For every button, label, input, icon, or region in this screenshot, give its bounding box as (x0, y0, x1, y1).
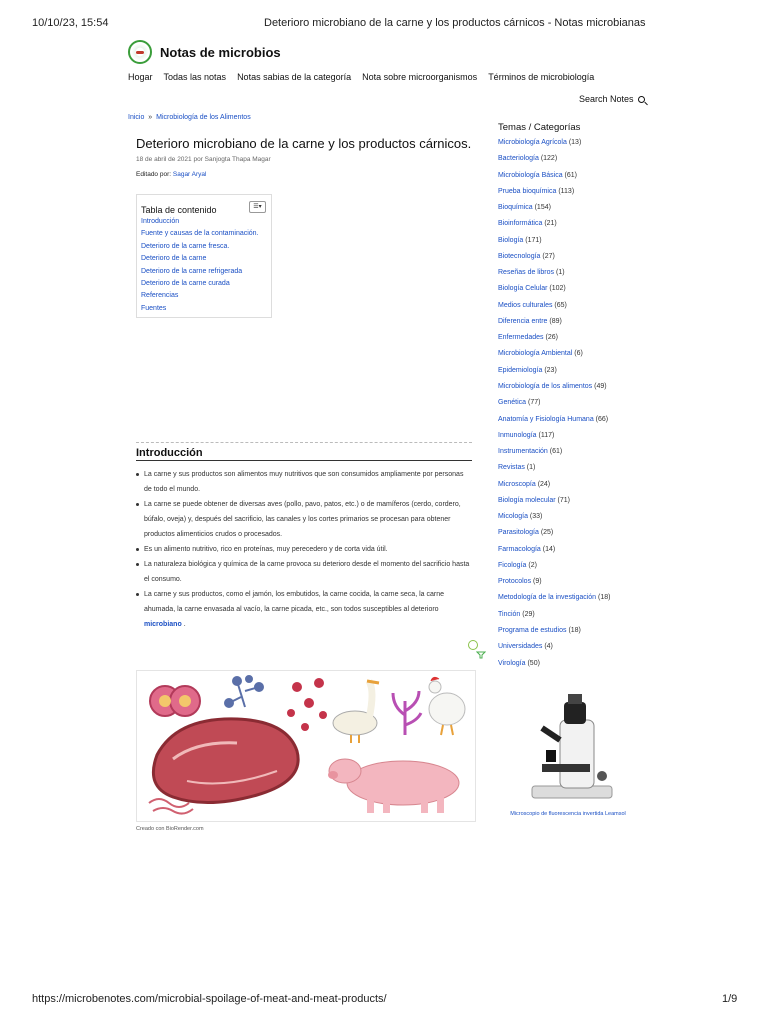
intro-bullet: La carne se puede obtener de diversas aves (pollo, pavo, patos, etc.) o de mamíferos (cerdo, cordero, búfalo, oveja) y, después del sacrificio, las canales y los cortes primarios se procesan para obtener productos alimenticios crudos o procesados. (136, 497, 472, 542)
category-item (498, 448, 610, 464)
category-count: (6) (574, 350, 583, 358)
category-link[interactable]: Microbiología Agrícola (498, 139, 567, 146)
category-link[interactable]: Genética (498, 399, 527, 407)
category-count: (89) (549, 317, 562, 325)
microbiano-link[interactable]: microbiano (144, 621, 182, 628)
category-item (498, 594, 610, 610)
edited-by (136, 171, 206, 178)
toc-item[interactable]: Fuentes (141, 304, 167, 312)
category-link[interactable]: Parasitología (498, 529, 539, 537)
category-link[interactable]: Biología Celular (498, 285, 548, 293)
category-link[interactable]: Inmunología (498, 431, 537, 439)
category-count: (102) (549, 285, 566, 293)
category-count: (61) (564, 171, 577, 179)
category-link[interactable]: Reseñas de libros (498, 269, 555, 277)
toc-item[interactable]: Introducción (141, 218, 180, 225)
category-item (498, 253, 610, 269)
category-count: (66) (595, 415, 609, 423)
category-link[interactable]: Farmacología (498, 545, 541, 553)
category-link[interactable]: Bioinformática (498, 220, 543, 228)
category-count: (4) (544, 643, 553, 651)
category-count: (25) (540, 529, 554, 537)
figure-credit: Creado con BioRender.com (136, 826, 204, 832)
search-icon (638, 96, 645, 103)
category-item (498, 318, 610, 334)
category-item (498, 546, 610, 562)
category-count: (61) (549, 448, 563, 456)
toc-item[interactable]: Fuente y causas de la contaminación. (141, 230, 259, 238)
category-link[interactable]: Universidades (498, 643, 543, 651)
category-link[interactable]: Biología molecular (498, 496, 556, 504)
sidebar-heading: Temas / Categorías (498, 122, 581, 133)
category-count: (154) (534, 204, 551, 212)
toc-item[interactable]: Deterioro de la carne (141, 255, 207, 263)
print-url: https://microbenotes.com/microbial-spoilage-of-meat-and-meat-products/ (32, 993, 387, 1005)
category-link[interactable]: Microbiología de los alimentos (498, 382, 593, 390)
edited-label: Editado por: (136, 171, 172, 178)
category-item (498, 220, 610, 236)
toc-title: Tabla de contenido (141, 205, 217, 215)
category-count: (71) (557, 496, 570, 504)
chicken-icon (429, 677, 465, 735)
category-item (498, 383, 610, 399)
category-item (498, 269, 610, 285)
ad-choices-icon[interactable] (468, 640, 478, 650)
microscope-ad-image[interactable] (502, 690, 634, 808)
category-link[interactable]: Tinción (498, 610, 521, 618)
category-link[interactable]: Enfermedades (498, 334, 544, 342)
category-count: (29) (522, 610, 535, 618)
category-count: (18) (598, 594, 611, 602)
category-link[interactable]: Instrumentación (498, 448, 548, 456)
site-header (128, 40, 648, 68)
category-item (498, 416, 610, 432)
category-count: (171) (525, 236, 542, 244)
category-item (498, 578, 610, 594)
intro-bullet: La naturaleza biológica y química de la carne provoca su deterioro desde el momento del sacrificio hasta el consumo. (136, 557, 472, 587)
breadcrumb-home[interactable]: Inicio (128, 114, 145, 121)
bacteria-icon (150, 686, 200, 716)
nav-item-category-notes[interactable]: Notas sabias de la categoría (237, 72, 352, 82)
toc-list (141, 218, 259, 317)
intro-bullet-text: La carne y sus productos, como el jamón, los embutidos, la carne cocida, la carne seca, la carne ahumada, la carne envasada al vacío, la carne picada, etc., son todos susceptibles al deterioro (144, 591, 444, 613)
fungi-icon (225, 676, 263, 707)
category-link[interactable]: Microscopía (498, 480, 536, 488)
algae-icon (393, 691, 421, 735)
category-link[interactable]: Protocolos (498, 578, 532, 586)
microscope-icon (502, 690, 634, 808)
category-item (498, 139, 610, 155)
category-item (498, 367, 610, 383)
pig-icon (328, 759, 459, 813)
category-link[interactable]: Micología (498, 513, 528, 521)
intro-underline (136, 460, 472, 461)
article-byline: 18 de abril de 2021 por Sanjogta Thapa Magar (136, 156, 271, 163)
category-item (498, 285, 610, 301)
category-item (498, 481, 610, 497)
nav-item-microorganisms[interactable]: Nota sobre microorganismos (362, 72, 478, 82)
site-title[interactable]: Notas de microbios (160, 45, 281, 60)
section-divider (136, 442, 472, 443)
category-item (498, 643, 610, 659)
category-count: (50) (527, 659, 540, 667)
breadcrumb (128, 114, 251, 121)
category-count: (77) (527, 399, 541, 407)
category-link[interactable]: Programa de estudios (498, 626, 567, 634)
toc-item[interactable]: Deterioro de la carne fresca. (141, 242, 230, 250)
category-item (498, 188, 610, 204)
category-link[interactable]: Revistas (498, 464, 525, 472)
category-item (498, 350, 610, 366)
intro-bullet-end: . (183, 621, 186, 628)
category-list (498, 139, 610, 676)
category-count: (49) (594, 382, 607, 390)
intro-bullet: Es un alimento nutritivo, rico en proteínas, muy perecedero y de corta vida útil. (136, 542, 472, 557)
category-link[interactable]: Diferencia entre (498, 317, 548, 325)
toc-toggle-button[interactable]: ☰▾ (249, 201, 266, 213)
meat-spoilage-illustration (136, 670, 476, 822)
category-count: (27) (542, 252, 555, 260)
print-header (0, 0, 768, 29)
search-notes-button[interactable] (579, 94, 645, 104)
microscope-ad-caption[interactable]: Microscopio de fluorescencia invertida Leamsol (510, 811, 626, 817)
nav-item-terms[interactable]: Términos de microbiología (488, 72, 595, 82)
category-count: (117) (538, 431, 555, 439)
category-item (498, 237, 610, 253)
category-count: (23) (544, 366, 557, 374)
category-item (498, 627, 610, 643)
search-label: Search Notes (579, 94, 634, 104)
category-count: (2) (528, 561, 537, 569)
breadcrumb-category[interactable]: Microbiología de los Alimentos (156, 114, 251, 121)
print-page-title: Deterioro microbiano de la carne y los productos cárnicos - Notas microbianas (264, 17, 646, 29)
intro-bullet (136, 587, 472, 632)
category-item (498, 399, 610, 415)
category-count: (26) (545, 334, 558, 342)
article-title: Deterioro microbiano de la carne y los productos cárnicos. (136, 136, 472, 151)
category-link[interactable]: Metodología de la investigación (498, 594, 597, 602)
category-item (498, 660, 610, 676)
category-link[interactable]: Medios culturales (498, 301, 553, 309)
category-link[interactable]: Ficología (498, 561, 527, 569)
category-item (498, 155, 610, 171)
toc-item[interactable]: Deterioro de la carne curada (141, 279, 230, 287)
category-item (498, 464, 610, 480)
meat-steak-icon (153, 719, 298, 803)
category-count: (122) (540, 155, 558, 163)
category-link[interactable]: Virología (498, 659, 526, 667)
print-timestamp: 10/10/23, 15:54 (32, 17, 109, 29)
category-count: (1) (555, 269, 565, 277)
category-item (498, 513, 610, 529)
nav-item-home[interactable]: Hogar (128, 72, 153, 82)
category-link[interactable]: Epidemiología (498, 366, 543, 374)
category-count: (113) (558, 187, 575, 195)
category-link[interactable]: Prueba bioquímica (498, 187, 557, 195)
category-item (498, 529, 610, 545)
category-link[interactable]: Biotecnología (498, 252, 541, 260)
print-page-number: 1/9 (722, 993, 738, 1005)
category-count: (9) (533, 578, 542, 586)
category-count: (21) (544, 220, 557, 228)
category-item (498, 172, 610, 188)
filter-icon[interactable] (476, 651, 486, 659)
toc-item[interactable]: Deterioro de la carne refrigerada (141, 267, 243, 275)
intro-heading: Introducción (136, 447, 203, 459)
category-item (498, 611, 610, 627)
category-item (498, 432, 610, 448)
breadcrumb-separator: » (148, 114, 153, 121)
category-count: (33) (529, 513, 543, 521)
category-link[interactable]: Bioquímica (498, 204, 533, 212)
category-count: (18) (568, 626, 581, 634)
virus-icon (287, 678, 327, 731)
category-item (498, 334, 610, 350)
category-item (498, 562, 610, 578)
category-count: (14) (542, 545, 556, 553)
table-of-contents (136, 194, 272, 318)
category-count: (1) (526, 464, 536, 472)
editor-link[interactable]: Sagar Aryal (172, 171, 207, 178)
nav-item-all-notes[interactable]: Todas las notas (163, 72, 227, 82)
category-count: (65) (554, 301, 567, 309)
toc-item[interactable]: Referencias (141, 292, 179, 300)
goose-icon (333, 681, 379, 743)
category-link[interactable]: Bacteriología (498, 155, 539, 163)
category-count: (13) (568, 139, 582, 146)
category-item (498, 204, 610, 220)
category-item (498, 302, 610, 318)
category-count: (24) (537, 480, 551, 488)
main-nav (128, 72, 605, 82)
site-logo[interactable] (128, 40, 152, 64)
illustration-svg (137, 671, 476, 822)
category-link[interactable]: Biología (498, 236, 524, 244)
category-link[interactable]: Microbiología Ambiental (498, 350, 573, 358)
category-link[interactable]: Microbiología Básica (498, 171, 563, 179)
category-item (498, 497, 610, 513)
category-link[interactable]: Anatomía y Fisiología Humana (498, 415, 594, 423)
intro-bullet: La carne y sus productos son alimentos muy nutritivos que son consumidos ampliamente por personas de todo el mundo. (136, 467, 472, 497)
intro-bullet-list (136, 467, 472, 632)
